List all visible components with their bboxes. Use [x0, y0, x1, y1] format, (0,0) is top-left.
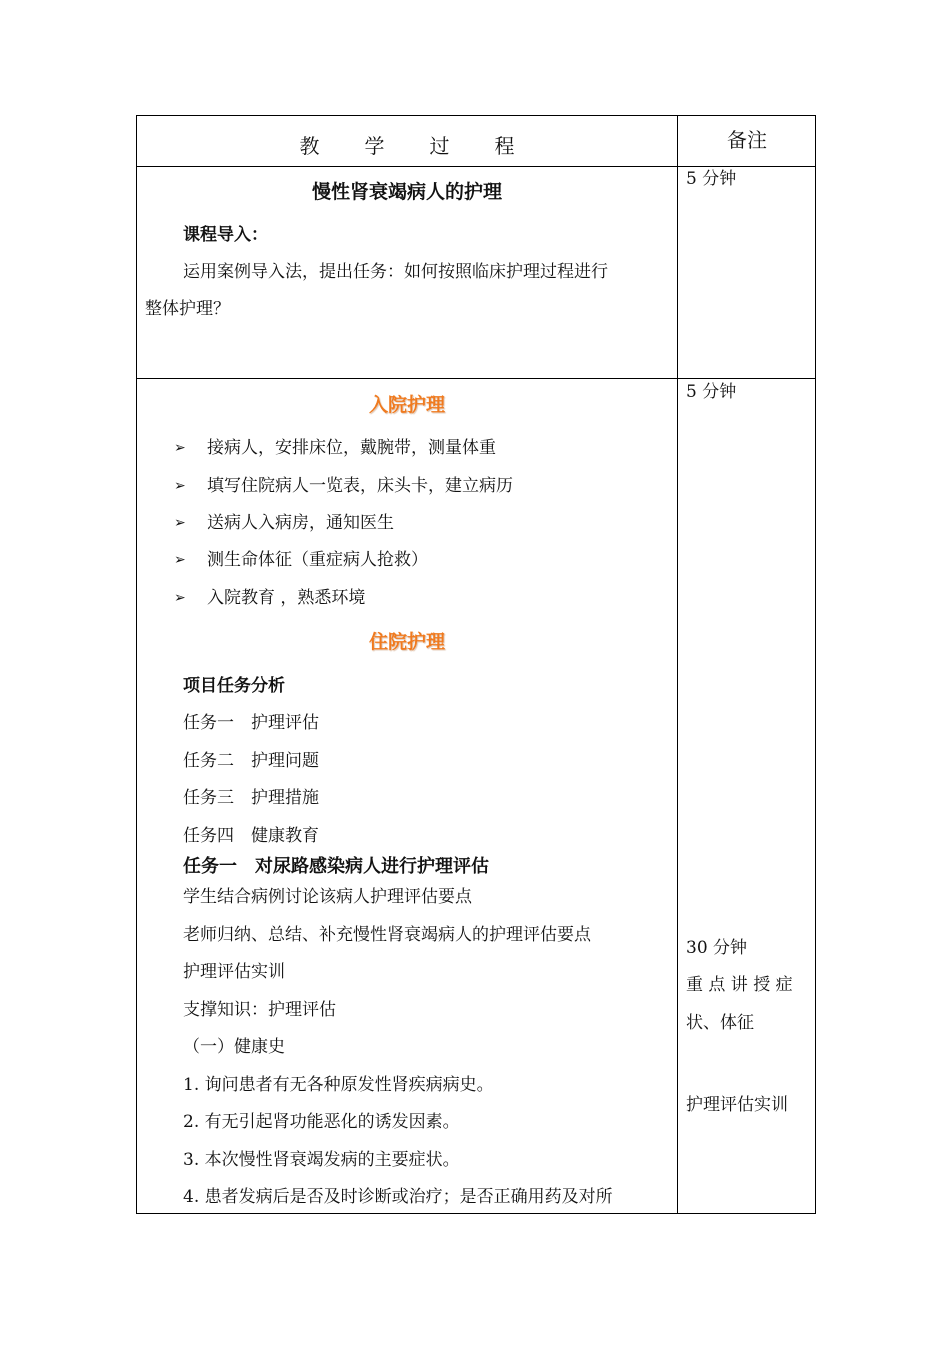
note-admission-time: 5 分钟	[686, 382, 737, 402]
note-30-minutes: 30 分钟	[686, 938, 748, 958]
arrow-bullet-icon: ➢	[174, 552, 186, 568]
content-line: （一）健康史	[183, 1037, 285, 1057]
task-item: 任务一 护理评估	[183, 713, 319, 733]
header-char: 程	[494, 134, 515, 158]
task-item: 任务四 健康教育	[183, 826, 319, 846]
numbered-item: 3. 本次慢性肾衰竭发病的主要症状。	[183, 1150, 460, 1170]
header-char: 教	[299, 134, 320, 158]
admission-item: 入院教育 ，熟悉环境	[207, 588, 366, 608]
admission-item: 测生命体征（重症病人抢救）	[207, 550, 428, 570]
intro-line-1: 运用案例导入法，提出任务：如何按照临床护理过程进行	[183, 262, 608, 282]
analysis-label: 项目任务分析	[183, 676, 285, 696]
header-teaching-process	[137, 130, 677, 159]
arrow-bullet-icon: ➢	[174, 515, 186, 531]
content-line: 老师归纳、总结、补充慢性肾衰竭病人的护理评估要点	[183, 925, 591, 945]
lesson-table	[136, 115, 816, 1214]
header-divider	[137, 166, 815, 167]
intro-label: 课程导入：	[183, 225, 268, 245]
task-item: 任务三 护理措施	[183, 788, 319, 808]
content-line: 支撑知识：护理评估	[183, 1000, 336, 1020]
numbered-item: 1. 询问患者有无各种原发性肾疾病病史。	[183, 1075, 494, 1095]
numbered-item: 4. 患者发病后是否及时诊断或治疗；是否正确用药及对所	[183, 1187, 613, 1207]
note-intro-time: 5 分钟	[686, 169, 737, 189]
hospital-title: 住院护理	[368, 631, 445, 653]
content-line: 护理评估实训	[183, 962, 285, 982]
section-divider	[137, 378, 815, 379]
course-title: 慢性肾衰竭病人的护理	[311, 181, 502, 203]
arrow-bullet-icon: ➢	[174, 478, 186, 494]
arrow-bullet-icon: ➢	[174, 440, 186, 456]
header-char: 过	[429, 134, 450, 158]
column-divider	[677, 116, 678, 1213]
admission-title: 入院护理	[368, 394, 445, 416]
task1-heading: 任务一 对尿路感染病人进行护理评估	[183, 856, 489, 877]
note-focus-line-2: 状、体征	[686, 1013, 754, 1033]
intro-line-2: 整体护理？	[145, 299, 230, 319]
admission-item: 填写住院病人一览表，床头卡，建立病历	[207, 476, 513, 496]
admission-item: 送病人入病房，通知医生	[207, 513, 394, 533]
content-line: 学生结合病例讨论该病人护理评估要点	[183, 887, 472, 907]
arrow-bullet-icon: ➢	[174, 590, 186, 606]
task-item: 任务二 护理问题	[183, 751, 319, 771]
header-char: 学	[364, 134, 385, 158]
note-training: 护理评估实训	[686, 1095, 788, 1115]
header-remarks: 备注	[727, 128, 767, 152]
numbered-item: 2. 有无引起肾功能恶化的诱发因素。	[183, 1112, 460, 1132]
note-focus-line-1: 重 点 讲 授 症	[686, 975, 793, 995]
admission-item: 接病人，安排床位，戴腕带，测量体重	[207, 438, 496, 458]
